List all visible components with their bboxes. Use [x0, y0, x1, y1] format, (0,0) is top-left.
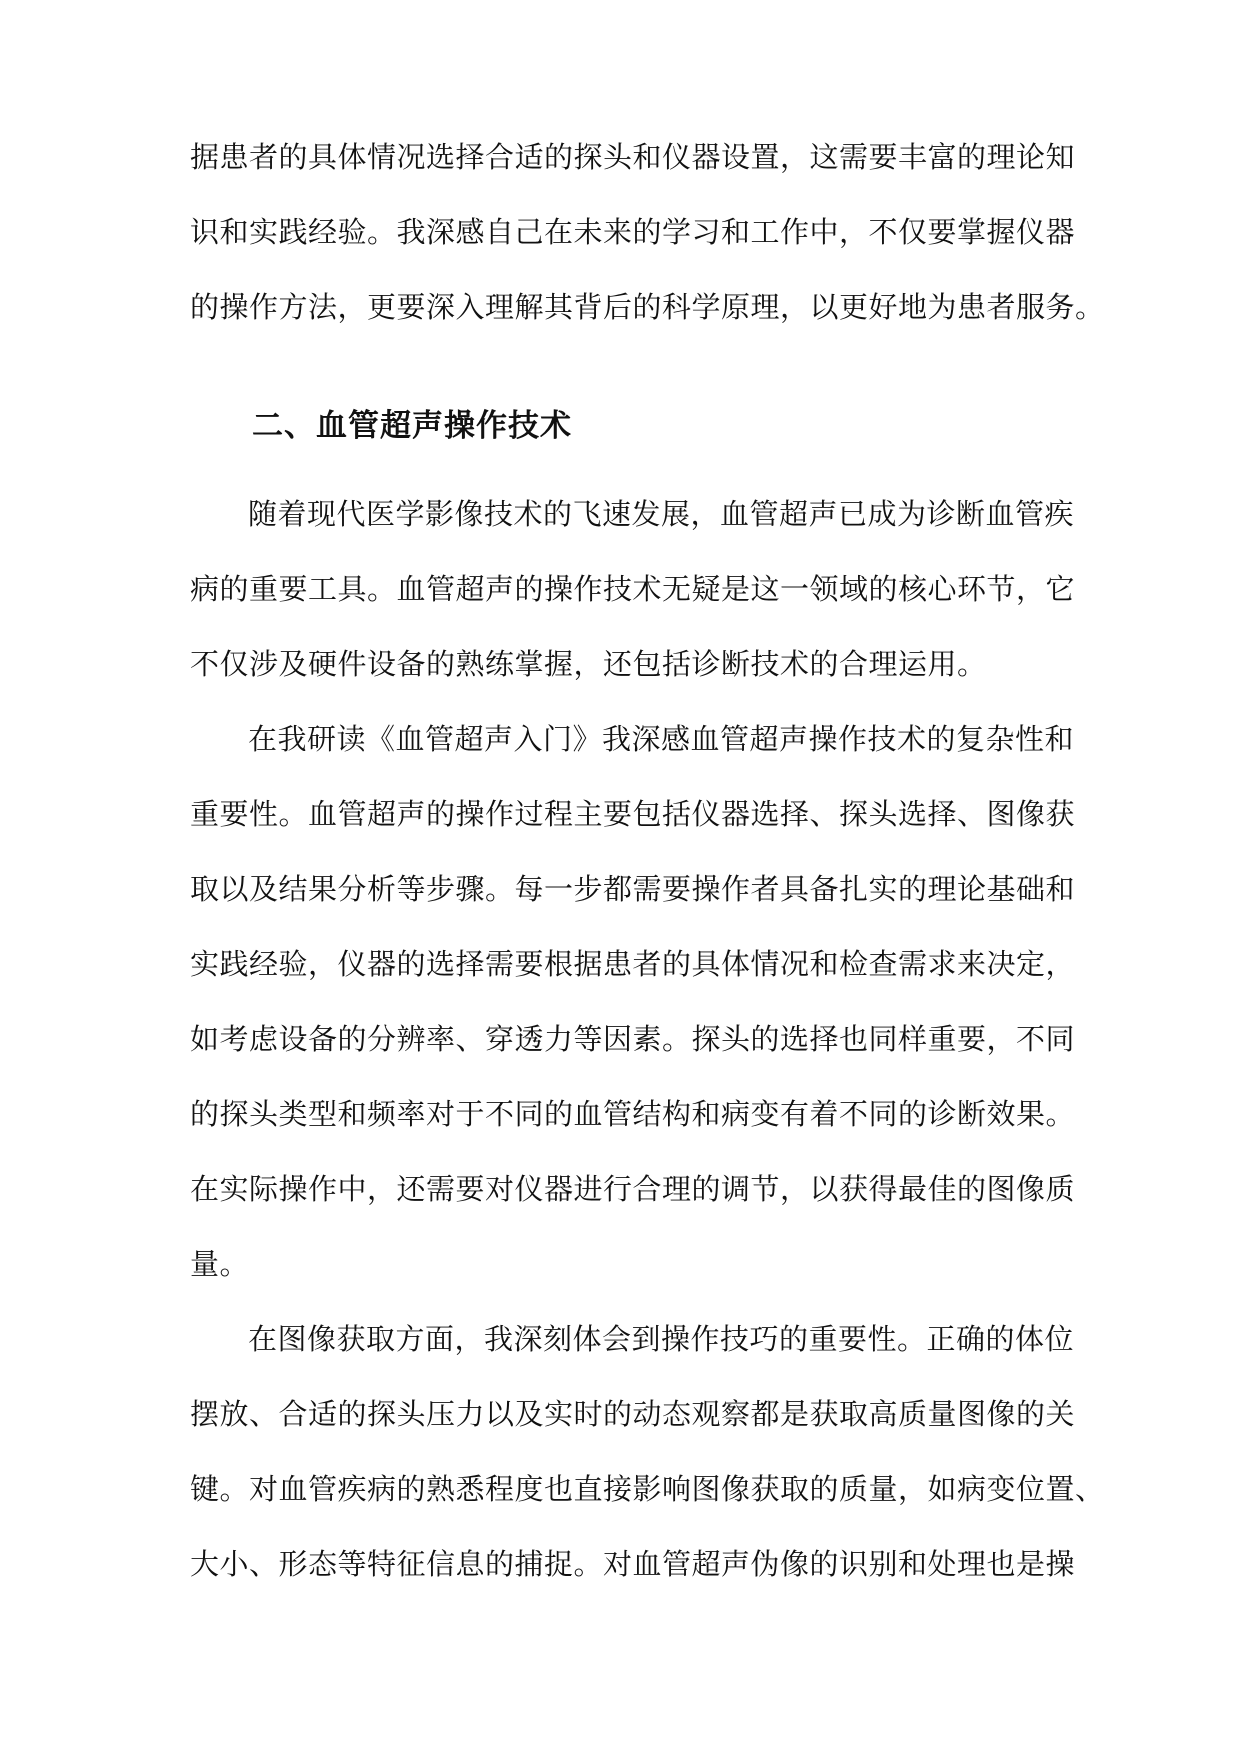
- text-line: 大小、形态等特征信息的捕捉。对血管超声伪像的识别和处理也是操: [190, 1547, 1076, 1581]
- section-heading: 二、血管超声操作技术: [252, 408, 572, 444]
- text-line: 在实际操作中，还需要对仪器进行合理的调节，以获得最佳的图像质: [190, 1172, 1076, 1206]
- text-line: 取以及结果分析等步骤。每一步都需要操作者具备扎实的理论基础和: [190, 872, 1076, 906]
- text-line: 在我研读《血管超声入门》我深感血管超声操作技术的复杂性和: [248, 722, 1075, 756]
- text-line: 不仅涉及硬件设备的熟练掌握，还包括诊断技术的合理运用。: [190, 647, 987, 681]
- text-line: 病的重要工具。血管超声的操作技术无疑是这一领域的核心环节，它: [190, 572, 1076, 606]
- text-line: 键。对血管疾病的熟悉程度也直接影响图像获取的质量，如病变位置、: [190, 1472, 1105, 1506]
- text-line: 实践经验，仪器的选择需要根据患者的具体情况和检查需求来决定，: [190, 947, 1076, 981]
- text-line: 在图像获取方面，我深刻体会到操作技巧的重要性。正确的体位: [248, 1322, 1075, 1356]
- text-line: 摆放、合适的探头压力以及实时的动态观察都是获取高质量图像的关: [190, 1397, 1076, 1431]
- text-line: 量。: [190, 1247, 250, 1281]
- text-line: 的探头类型和频率对于不同的血管结构和病变有着不同的诊断效果。: [190, 1097, 1076, 1131]
- text-line: 随着现代医学影像技术的飞速发展，血管超声已成为诊断血管疾: [248, 497, 1075, 531]
- text-line: 据患者的具体情况选择合适的探头和仪器设置，这需要丰富的理论知: [190, 140, 1076, 174]
- text-line: 的操作方法，更要深入理解其背后的科学原理，以更好地为患者服务。: [190, 290, 1105, 324]
- text-line: 重要性。血管超声的操作过程主要包括仪器选择、探头选择、图像获: [190, 797, 1076, 831]
- text-line: 如考虑设备的分辨率、穿透力等因素。探头的选择也同样重要，不同: [190, 1022, 1076, 1056]
- text-line: 识和实践经验。我深感自己在未来的学习和工作中，不仅要掌握仪器: [190, 215, 1076, 249]
